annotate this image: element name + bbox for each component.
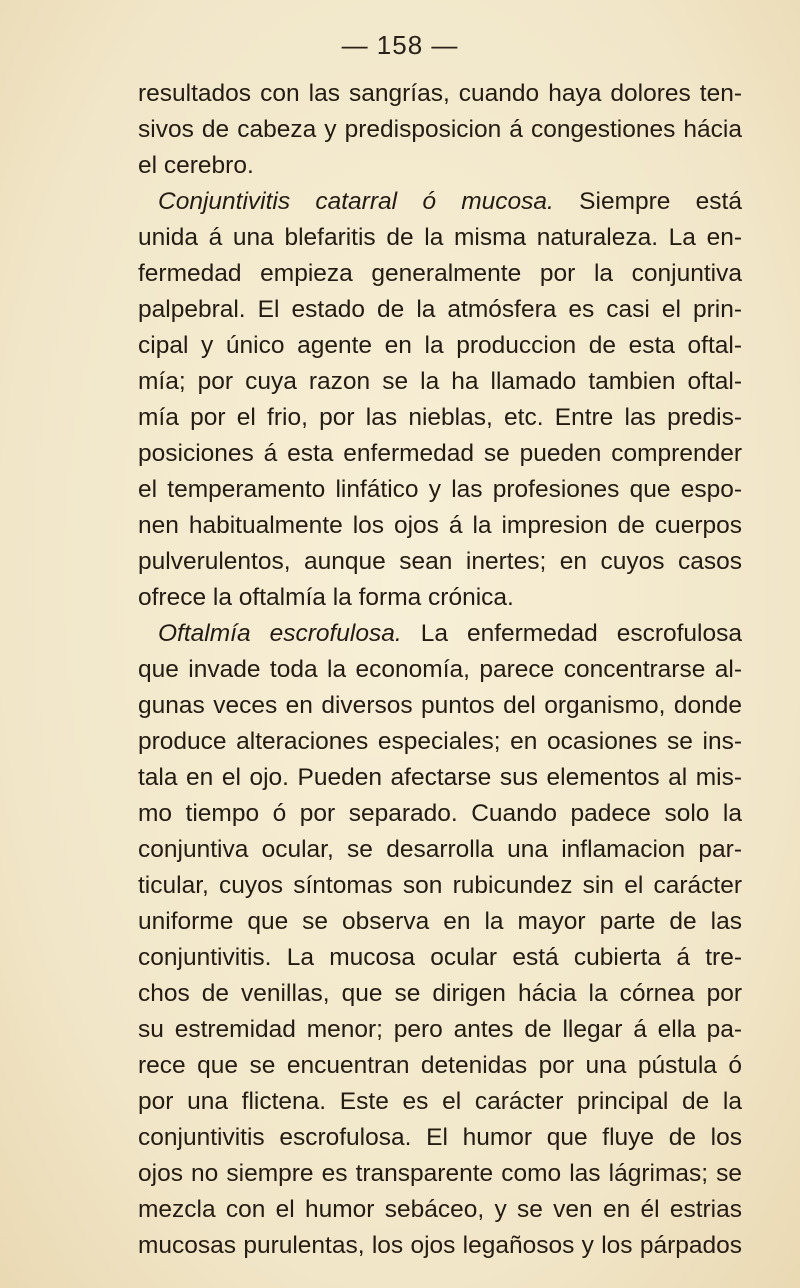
text-line — [138, 1192, 742, 1228]
text-segment: palpebral. El estado de la atmósfera es casi el prin- — [138, 296, 742, 323]
text-line — [138, 652, 742, 688]
text-segment: conjuntivitis escrofulosa. El humor que fluye de los — [138, 1124, 742, 1151]
text-segment: mía por el frio, por las nieblas, etc. Entre las predis- — [138, 404, 742, 431]
text-segment: pulverulentos, aunque sean inertes; en cuyos casos — [138, 548, 742, 575]
section-heading: Conjuntivitis catarral ó mucosa. — [158, 188, 554, 215]
text-segment: conjuntiva ocular, se desarrolla una inflamacion par- — [138, 836, 742, 863]
text-line — [138, 292, 742, 328]
text-line — [138, 400, 742, 436]
text-segment: ojos no siempre es transparente como las lágrimas; se — [138, 1160, 742, 1187]
text-segment: Siempre está — [553, 188, 742, 215]
text-segment: mucosas purulentas, los ojos legañosos y los párpados — [138, 1232, 742, 1259]
text-line — [138, 796, 742, 832]
text-line — [138, 220, 742, 256]
text-segment: La enfermedad escrofulosa — [401, 620, 742, 647]
page-number: — 158 — — [341, 30, 459, 60]
text-line — [138, 1084, 742, 1120]
text-line — [138, 616, 742, 652]
text-segment: cipal y único agente en la produccion de esta oftal- — [138, 332, 742, 359]
text-segment: ticular, cuyos síntomas son rubicundez sin el carácter — [138, 872, 742, 899]
text-segment: posiciones á esta enfermedad se pueden comprender — [138, 440, 742, 467]
text-line — [138, 1156, 742, 1192]
text-line — [138, 184, 742, 220]
text-line — [138, 580, 742, 616]
text-segment: gunas veces en diversos puntos del organismo, donde — [138, 692, 742, 719]
text-segment: uniforme que se observa en la mayor parte de las — [138, 908, 742, 935]
text-segment: chos de venillas, que se dirigen hácia la córnea por — [138, 980, 742, 1007]
text-line — [138, 112, 742, 148]
text-line — [138, 1048, 742, 1084]
text-segment: unida á una blefaritis de la misma naturaleza. La en- — [138, 224, 742, 251]
text-line — [138, 328, 742, 364]
text-segment: ofrece la oftalmía la forma crónica. — [138, 584, 514, 611]
text-segment: conjuntivitis. La mucosa ocular está cubierta á tre- — [138, 944, 742, 971]
text-line — [138, 724, 742, 760]
text-line — [138, 1012, 742, 1048]
text-segment: rece que se encuentran detenidas por una pústula ó — [138, 1052, 742, 1079]
text-line — [138, 832, 742, 868]
text-segment: su estremidad menor; pero antes de llegar á ella pa- — [138, 1016, 742, 1043]
text-segment: nen habitualmente los ojos á la impresion de cuerpos — [138, 512, 742, 539]
text-line — [138, 436, 742, 472]
section-heading: Oftalmía escrofulosa. — [158, 620, 402, 647]
text-segment: sivos de cabeza y predisposicion á congestiones hácia — [138, 116, 742, 143]
text-line — [138, 472, 742, 508]
text-segment: mezcla con el humor sebáceo, y se ven en él estrias — [138, 1196, 742, 1223]
body-text — [138, 76, 742, 1264]
text-line — [138, 508, 742, 544]
text-segment: el cerebro. — [138, 152, 254, 179]
text-segment: fermedad empieza generalmente por la conjuntiva — [138, 260, 742, 287]
text-segment: produce alteraciones especiales; en ocasiones se ins- — [138, 728, 742, 755]
text-line — [138, 760, 742, 796]
text-line — [138, 688, 742, 724]
text-segment: el temperamento linfático y las profesiones que espo- — [138, 476, 742, 503]
text-line — [138, 256, 742, 292]
text-segment: que invade toda la economía, parece concentrarse al- — [138, 656, 742, 683]
text-segment: por una flictena. Este es el carácter principal de la — [138, 1088, 742, 1115]
text-segment: resultados con las sangrías, cuando haya dolores ten- — [138, 80, 742, 107]
text-segment: mo tiempo ó por separado. Cuando padece solo la — [138, 800, 742, 827]
text-line — [138, 976, 742, 1012]
text-line — [138, 868, 742, 904]
text-segment: mía; por cuya razon se la ha llamado tambien oftal- — [138, 368, 742, 395]
text-line — [138, 364, 742, 400]
text-line — [138, 76, 742, 112]
text-line — [138, 1120, 742, 1156]
text-segment: tala en el ojo. Pueden afectarse sus elementos al mis- — [138, 764, 742, 791]
text-line — [138, 1228, 742, 1264]
text-line — [138, 940, 742, 976]
text-line — [138, 544, 742, 580]
text-line — [138, 904, 742, 940]
text-line — [138, 148, 742, 184]
